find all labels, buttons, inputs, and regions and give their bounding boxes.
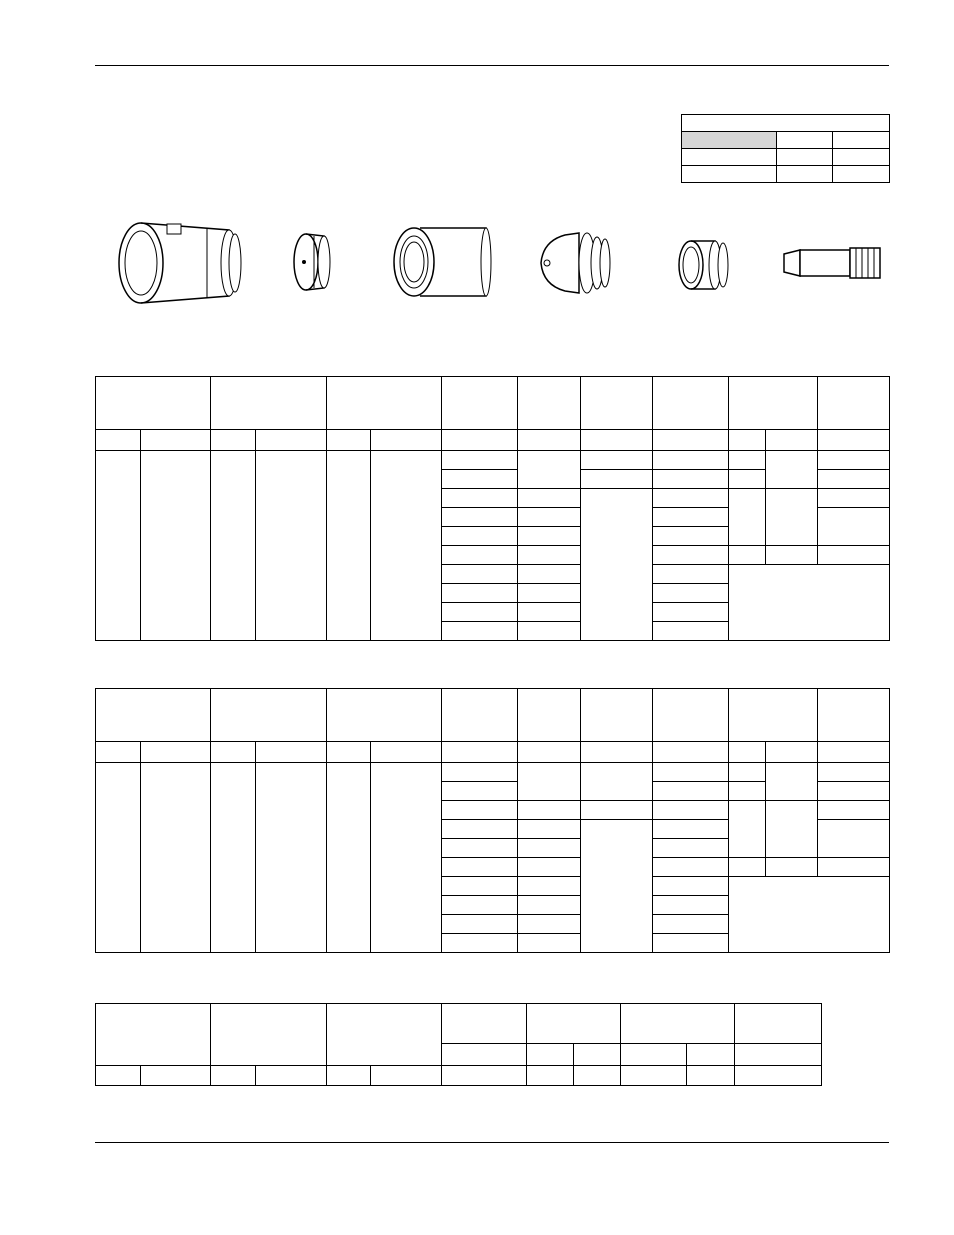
table-cell <box>581 801 653 820</box>
cut-chart-table-3 <box>95 1003 822 1086</box>
table-cell <box>581 742 653 763</box>
table-cell <box>653 584 729 603</box>
table-cell <box>818 782 890 801</box>
table-cell <box>818 763 890 782</box>
table-cell <box>518 527 581 546</box>
table-cell <box>766 451 818 489</box>
table-cell <box>442 1044 527 1066</box>
table-cell <box>818 451 890 470</box>
table-cell <box>256 1066 327 1086</box>
table-cell <box>777 166 833 183</box>
table-cell <box>653 527 729 546</box>
table-cell <box>141 763 211 953</box>
table-cell <box>518 622 581 641</box>
table-cell <box>653 470 729 489</box>
table-cell <box>687 1044 735 1066</box>
table-row <box>96 1066 822 1086</box>
table-cell <box>518 877 581 896</box>
table-cell <box>653 489 729 508</box>
table-cell <box>653 603 729 622</box>
table-cell <box>653 896 729 915</box>
table-cell <box>327 689 442 742</box>
table-cell <box>729 782 766 801</box>
table-cell <box>442 915 518 934</box>
table-row <box>96 451 890 470</box>
table-cell <box>442 377 518 430</box>
table-cell <box>211 430 256 451</box>
table-cell <box>518 508 581 527</box>
table-cell <box>96 689 211 742</box>
table-cell <box>729 763 766 782</box>
table-cell <box>256 451 327 641</box>
table-cell <box>818 470 890 489</box>
table-cell <box>442 934 518 953</box>
table-cell <box>581 451 653 470</box>
table-cell <box>96 763 141 953</box>
table-cell <box>653 689 729 742</box>
table-cell <box>327 430 371 451</box>
table-cell <box>211 689 327 742</box>
table-cell <box>729 742 766 763</box>
table-cell <box>518 377 581 430</box>
table-cell <box>581 430 653 451</box>
table-cell <box>766 858 818 877</box>
table-cell <box>833 132 890 149</box>
table-cell <box>141 430 211 451</box>
table-cell <box>653 742 729 763</box>
table-cell <box>581 689 653 742</box>
table-cell <box>442 451 518 470</box>
table-cell <box>518 584 581 603</box>
table-cell <box>729 565 890 641</box>
table-cell <box>682 166 777 183</box>
table-cell <box>766 801 818 858</box>
table-cell <box>687 1066 735 1086</box>
table-cell <box>518 915 581 934</box>
gas-settings-table <box>681 114 890 183</box>
table-cell <box>442 801 518 820</box>
table-cell <box>371 763 442 953</box>
table-cell <box>211 451 256 641</box>
table-cell <box>729 801 766 858</box>
table-cell <box>442 527 518 546</box>
table-header-row <box>96 1004 822 1044</box>
table-cell <box>518 489 581 508</box>
table-cell <box>442 839 518 858</box>
table-cell <box>518 689 581 742</box>
table-cell <box>581 377 653 430</box>
table-cell <box>729 489 766 546</box>
table-cell <box>777 149 833 166</box>
table-cell <box>818 742 890 763</box>
table-cell <box>729 858 766 877</box>
table-cell <box>833 149 890 166</box>
table-cell <box>211 1066 256 1086</box>
table-cell <box>256 742 327 763</box>
table-cell <box>442 489 518 508</box>
table-cell <box>818 801 890 820</box>
table-cell <box>653 377 729 430</box>
cut-chart-table-1 <box>95 376 890 641</box>
shield-icon <box>117 218 247 308</box>
table-cell <box>442 858 518 877</box>
table-cell <box>141 742 211 763</box>
swirl-ring-icon <box>675 235 735 295</box>
table-cell <box>621 1066 687 1086</box>
table-cell <box>518 742 581 763</box>
table-cell <box>327 763 371 953</box>
table-cell <box>729 451 766 470</box>
table-cell <box>96 430 141 451</box>
table-cell <box>211 377 327 430</box>
table-cell <box>653 915 729 934</box>
table-cell <box>527 1066 574 1086</box>
table-cell <box>735 1004 822 1044</box>
footer-rule <box>95 1142 889 1143</box>
table-cell <box>442 782 518 801</box>
table-cell <box>653 622 729 641</box>
table-cell <box>581 820 653 953</box>
table-cell <box>766 546 818 565</box>
table-cell <box>96 377 211 430</box>
table-cell <box>818 820 890 858</box>
table-cell <box>371 430 442 451</box>
table-cell <box>581 763 653 801</box>
table-cell <box>574 1044 621 1066</box>
table-cell <box>96 1066 141 1086</box>
table-cell <box>327 377 442 430</box>
table-cell <box>518 820 581 839</box>
table-cell <box>653 801 729 820</box>
table-cell <box>818 489 890 508</box>
table-cell <box>518 565 581 584</box>
table-cell <box>729 689 818 742</box>
table-cell <box>442 470 518 489</box>
table-cell <box>442 508 518 527</box>
table-cell <box>653 877 729 896</box>
table-cell <box>653 934 729 953</box>
table-cell <box>653 820 729 839</box>
table-cell <box>518 801 581 820</box>
table-cell <box>653 565 729 584</box>
table-cell <box>518 896 581 915</box>
table-cell <box>818 508 890 546</box>
table-cell <box>653 508 729 527</box>
shield-cap-icon <box>290 230 340 295</box>
table-cell <box>442 546 518 565</box>
table-row <box>96 763 890 782</box>
electrode-icon <box>780 240 890 285</box>
table-cell <box>442 1004 527 1044</box>
table-cell <box>442 896 518 915</box>
table-cell <box>442 742 518 763</box>
retaining-cap-icon <box>390 220 500 305</box>
table-cell <box>527 1044 574 1066</box>
table-cell <box>777 132 833 149</box>
table-cell <box>371 742 442 763</box>
table-cell <box>653 782 729 801</box>
table-cell <box>833 166 890 183</box>
table-subheader-row <box>96 430 890 451</box>
table-cell <box>518 451 581 489</box>
table-cell <box>371 1066 442 1086</box>
table-cell <box>518 839 581 858</box>
table-cell <box>327 451 371 641</box>
table-cell <box>653 763 729 782</box>
table-cell <box>442 622 518 641</box>
table-cell <box>371 451 442 641</box>
table-cell <box>621 1004 735 1044</box>
table-cell <box>518 603 581 622</box>
table-cell <box>621 1044 687 1066</box>
table-cell <box>211 742 256 763</box>
table-cell <box>653 546 729 565</box>
table-cell <box>766 742 818 763</box>
table-cell <box>518 934 581 953</box>
consumable-parts-row <box>95 200 889 330</box>
table-cell <box>735 1044 822 1066</box>
table-cell <box>729 877 890 953</box>
table-cell <box>574 1066 621 1086</box>
table-cell <box>442 1066 527 1086</box>
table-cell <box>442 820 518 839</box>
table-cell <box>442 584 518 603</box>
header-rule <box>95 65 889 66</box>
gas-table-header-cell <box>682 132 777 149</box>
table-header-row <box>96 689 890 742</box>
table-cell <box>653 839 729 858</box>
table-cell <box>766 430 818 451</box>
table-cell <box>518 858 581 877</box>
table-cell <box>442 603 518 622</box>
table-cell <box>442 877 518 896</box>
table-cell <box>581 489 653 641</box>
table-cell <box>518 430 581 451</box>
table-cell <box>729 430 766 451</box>
table-cell <box>442 763 518 782</box>
table-cell <box>818 377 890 430</box>
table-cell <box>518 546 581 565</box>
table-cell <box>818 858 890 877</box>
table-cell <box>729 470 766 489</box>
table-cell <box>581 470 653 489</box>
gas-table-title <box>682 115 890 132</box>
table-cell <box>527 1004 621 1044</box>
table-cell <box>653 430 729 451</box>
table-cell <box>518 763 581 801</box>
table-subheader-row <box>96 742 890 763</box>
table-cell <box>766 489 818 546</box>
nozzle-icon <box>535 225 615 300</box>
table-cell <box>729 377 818 430</box>
table-cell <box>653 858 729 877</box>
table-cell <box>327 1004 442 1066</box>
table-cell <box>682 149 777 166</box>
cut-chart-table-2 <box>95 688 890 953</box>
table-cell <box>818 430 890 451</box>
table-cell <box>141 451 211 641</box>
table-cell <box>141 1066 211 1086</box>
table-cell <box>211 763 256 953</box>
table-cell <box>442 565 518 584</box>
table-cell <box>729 546 766 565</box>
table-cell <box>96 451 141 641</box>
table-header-row <box>96 377 890 430</box>
table-cell <box>256 763 327 953</box>
table-cell <box>735 1066 822 1086</box>
table-cell <box>327 742 371 763</box>
table-cell <box>442 689 518 742</box>
table-cell <box>653 451 729 470</box>
table-cell <box>442 430 518 451</box>
table-cell <box>211 1004 327 1066</box>
table-cell <box>96 1004 211 1066</box>
table-cell <box>818 689 890 742</box>
table-cell <box>96 742 141 763</box>
table-cell <box>766 763 818 801</box>
table-cell <box>327 1066 371 1086</box>
table-cell <box>818 546 890 565</box>
table-cell <box>256 430 327 451</box>
